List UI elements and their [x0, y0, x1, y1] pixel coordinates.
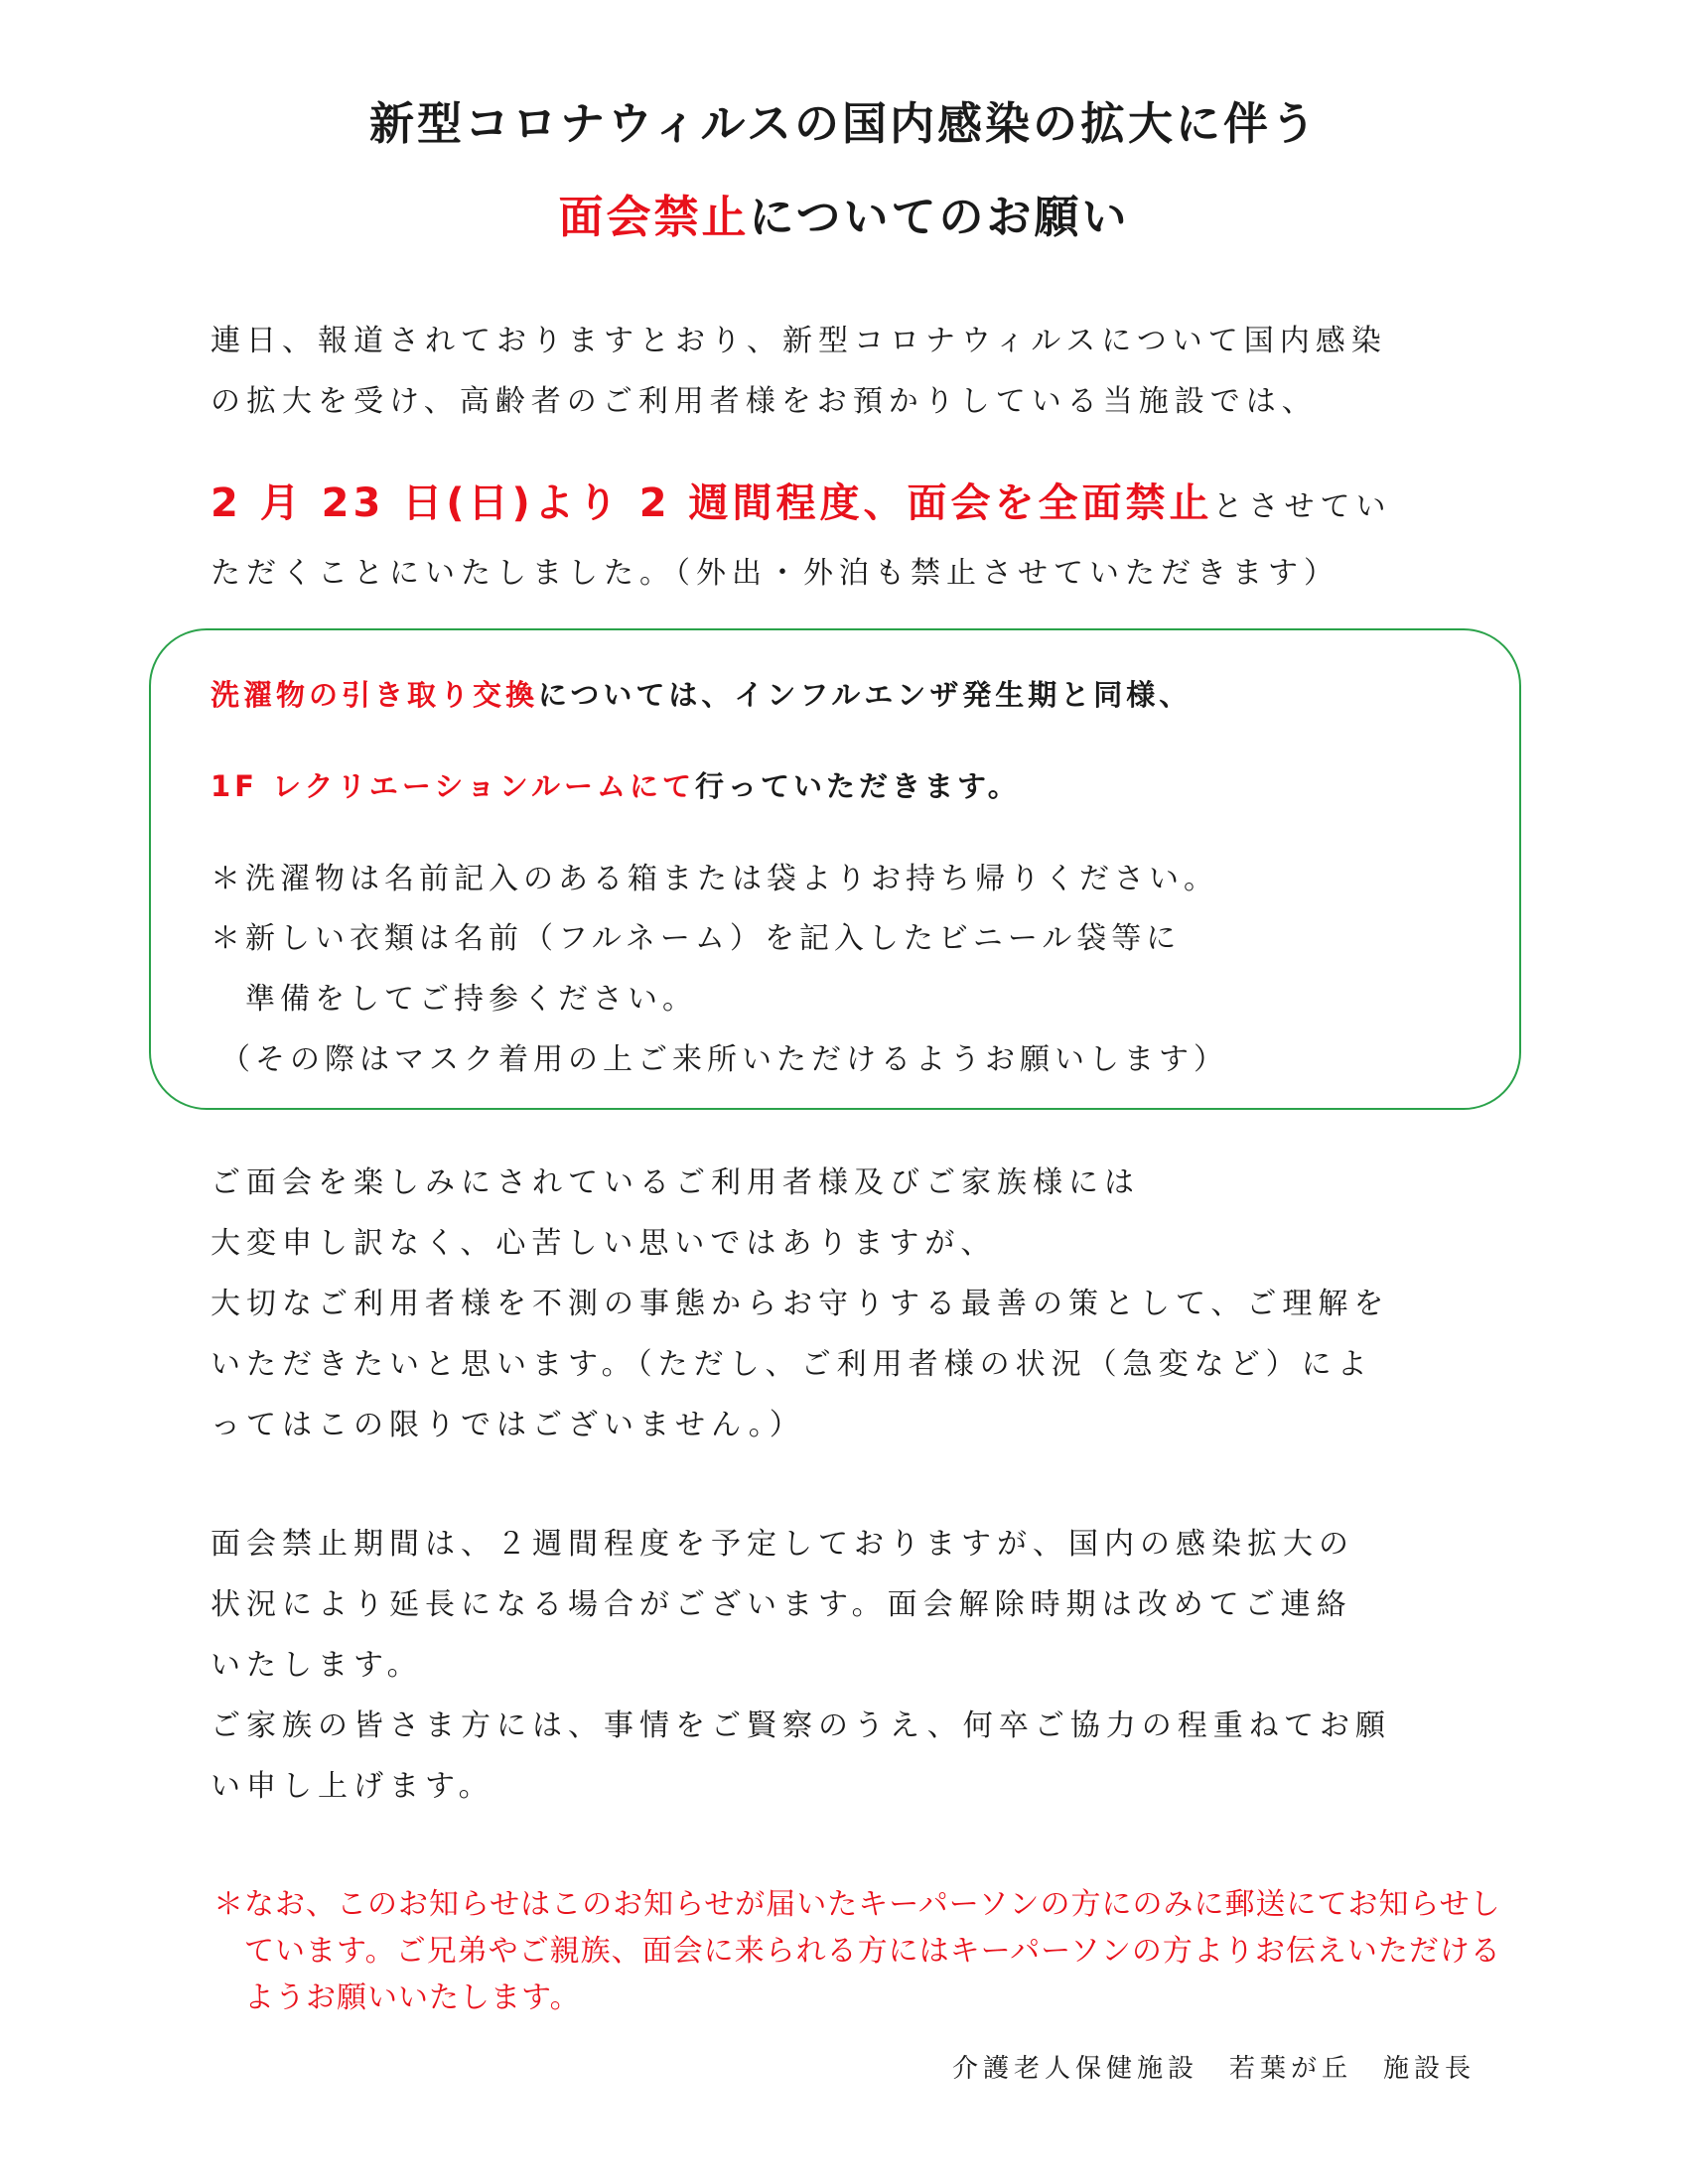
- intro-line-2: の拡大を受け、高齢者のご利用者様をお預かりしている当施設では、: [211, 384, 1318, 419]
- period-line-4: ご家族の皆さま方には、事情をご賢察のうえ、何卒ご協力の程重ねてお願: [211, 1708, 1392, 1743]
- laundry-highlight-2: 1F レクリエーションルームにて: [211, 769, 696, 803]
- apology-line-3: 大切なご利用者様を不測の事態からお守りする最善の策として、ご理解を: [211, 1287, 1390, 1321]
- laundry-note-1: ＊洗濯物は名前記入のある箱または袋よりお持ち帰りください。: [211, 862, 1218, 896]
- title-highlight: 面会禁止: [558, 191, 750, 243]
- keyperson-notice-line-1: ＊なお、このお知らせはこのお知らせが届いたキーパーソンの方にのみに郵送にてお知らせし: [213, 1887, 1501, 1922]
- apology-line-4: いただきたいと思います。（ただし、ご利用者様の状況（急変など）によ: [211, 1347, 1373, 1382]
- apology-line-1: ご面会を楽しみにされているご利用者様及びご家族様には: [211, 1165, 1140, 1200]
- intro-line-1: 連日、報道されておりますとおり、新型コロナウィルスについて国内感染: [211, 324, 1387, 358]
- announcement-highlight: 2 月 23 日(日)より 2 週間程度、面会を全面禁止: [211, 480, 1213, 526]
- document-title-line1: 新型コロナウィルスの国内感染の拡大に伴う: [369, 97, 1319, 150]
- laundry-note-2: ＊新しい衣類は名前（フルネーム）を記入したビニール袋等に: [211, 921, 1182, 956]
- announcement-tail: とさせてい: [1212, 489, 1392, 524]
- period-line-3: いたします。: [211, 1648, 423, 1683]
- signature: 介護老人保健施設 若葉が丘 施設長: [951, 2054, 1476, 2084]
- laundry-highlight-1: 洗濯物の引き取り交換: [211, 678, 539, 712]
- apology-line-2: 大変申し訳なく、心苦しい思いではありますが、: [211, 1226, 997, 1261]
- laundry-note-3: 準備をしてご持参ください。: [211, 982, 697, 1017]
- announcement-line-1: [211, 472, 1392, 528]
- laundry-rest-2: 行っていただきます。: [695, 769, 1021, 803]
- period-line-5: い申し上げます。: [211, 1769, 494, 1804]
- keyperson-notice-line-2: ています。ご兄弟やご親族、面会に来られる方にはキーパーソンの方よりお伝えいただける: [213, 1934, 1501, 1969]
- announcement-line-2: ただくことにいたしました。（外出・外泊も禁止させていただきます）: [211, 556, 1339, 591]
- period-line-1: 面会禁止期間は、２週間程度を予定しておりますが、国内の感染拡大の: [211, 1527, 1354, 1562]
- laundry-note-4: （その際はマスク着用の上ご来所いただけるようお願いします）: [220, 1042, 1228, 1077]
- laundry-rest-1: については、インフルエンザ発生期と同様、: [538, 678, 1193, 712]
- document-title-line2: [0, 181, 1688, 245]
- laundry-line-1: [211, 673, 1192, 714]
- keyperson-notice-line-3: ようお願いいたします。: [213, 1980, 581, 2015]
- apology-line-5: ってはこの限りではございません。）: [211, 1408, 805, 1442]
- period-line-2: 状況により延長になる場合がございます。面会解除時期は改めてご連絡: [211, 1587, 1352, 1622]
- laundry-line-2: [211, 764, 1021, 805]
- title-rest: についてのお願い: [749, 191, 1130, 243]
